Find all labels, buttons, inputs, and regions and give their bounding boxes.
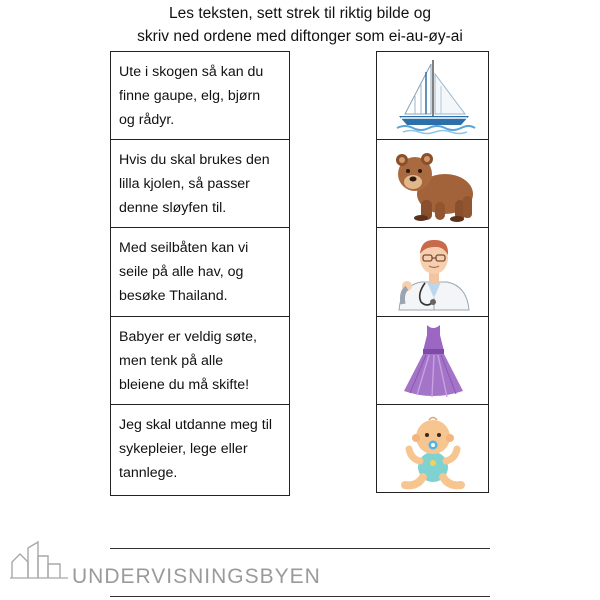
instruction-line-2: skriv ned ordene med diftonger som ei-au-øy-ai (137, 28, 463, 45)
text-line: Hvis du skal brukes den (119, 152, 270, 168)
text-line: men tenk på alle (119, 353, 224, 369)
text-line: Jeg skal utdanne meg til (119, 417, 273, 433)
text-line: seile på alle hav, og (119, 264, 244, 280)
text-line: besøke Thailand. (119, 288, 228, 304)
purple-dress-icon (377, 317, 489, 405)
brand-name: UNDERVISNINGSBYEN (72, 565, 321, 588)
image-box-2[interactable] (376, 139, 489, 228)
text-line: bleiene du må skifte! (119, 377, 250, 393)
image-box-1[interactable] (376, 51, 489, 140)
text-line: Babyer er veldig søte, (119, 329, 257, 345)
writing-line[interactable] (110, 548, 490, 549)
instructions (0, 2, 600, 48)
image-box-5[interactable] (376, 404, 489, 493)
image-box-4[interactable] (376, 316, 489, 405)
text-box-2[interactable] (110, 139, 290, 228)
text-line: og rådyr. (119, 112, 175, 128)
text-box-1[interactable] (110, 51, 290, 140)
text-line: tannlege. (119, 465, 178, 481)
text-line: lilla kjolen, så passer (119, 176, 250, 192)
city-skyline-icon (8, 540, 78, 580)
bear-icon (377, 140, 489, 228)
text-line: Med seilbåten kan vi (119, 240, 249, 256)
instruction-line-1: Les teksten, sett strek til riktig bilde og (169, 5, 431, 22)
text-box-5[interactable] (110, 404, 290, 496)
text-box-4[interactable] (110, 316, 290, 405)
text-box-3[interactable] (110, 227, 290, 317)
baby-icon (377, 405, 489, 493)
sailboat-icon (377, 52, 489, 140)
doctor-icon (377, 228, 489, 317)
text-line: sykepleier, lege eller (119, 441, 248, 457)
text-line: denne sløyfen til. (119, 200, 227, 216)
writing-line[interactable] (110, 596, 490, 597)
text-line: finne gaupe, elg, bjørn (119, 88, 261, 104)
image-box-3[interactable] (376, 227, 489, 317)
text-line: Ute i skogen så kan du (119, 64, 264, 80)
